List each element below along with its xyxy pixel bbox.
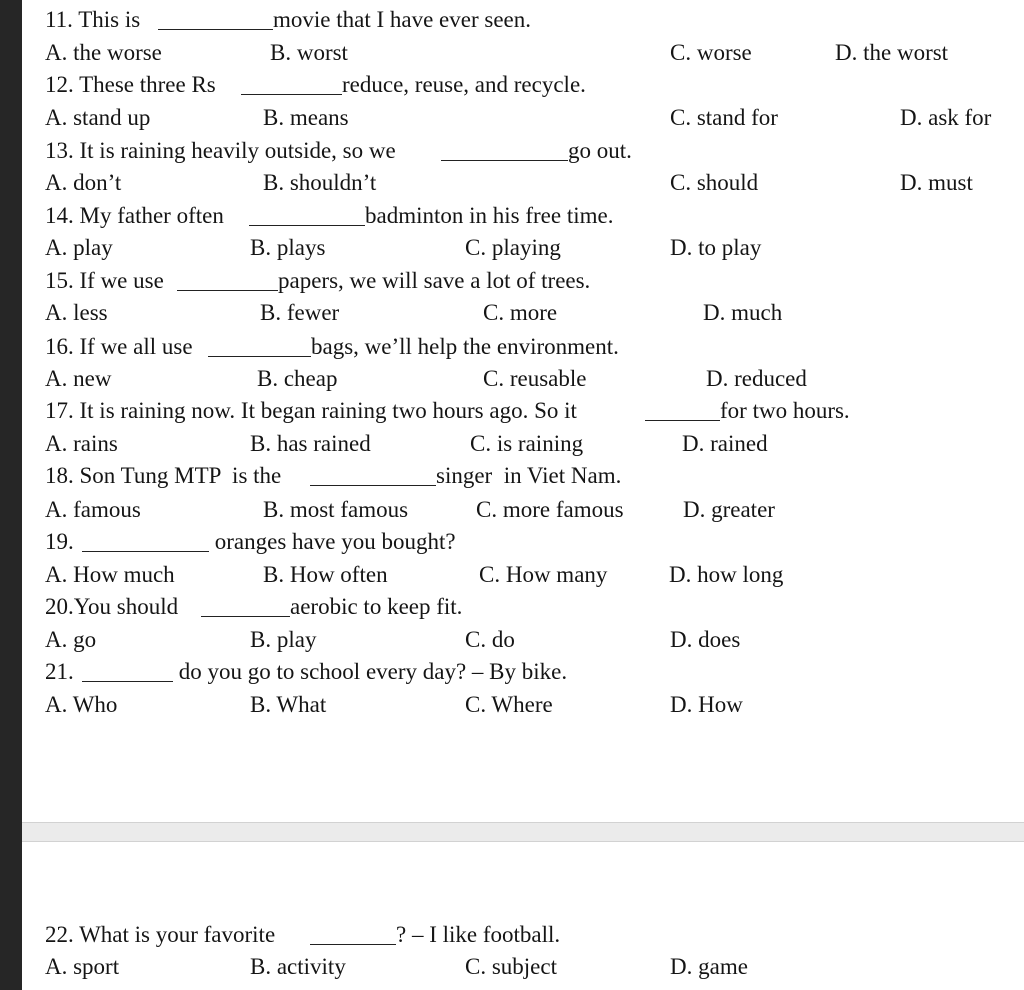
page-break-divider bbox=[22, 822, 1024, 842]
question-continuation: for two hours. bbox=[720, 398, 850, 423]
option-20-a[interactable]: A. go bbox=[45, 627, 97, 652]
option-18-c[interactable]: C. more famous bbox=[476, 497, 624, 522]
option-15-c[interactable]: C. more bbox=[483, 300, 558, 325]
option-18-b[interactable]: B. most famous bbox=[263, 497, 409, 522]
question-continuation: go out. bbox=[568, 138, 632, 163]
question-continuation: movie that I have ever seen. bbox=[273, 7, 531, 32]
option-22-b[interactable]: B. activity bbox=[250, 954, 346, 979]
answer-blank[interactable] bbox=[241, 74, 342, 95]
answer-blank[interactable] bbox=[310, 465, 436, 486]
question-continuation: badminton in his free time. bbox=[365, 203, 614, 228]
question-13 bbox=[45, 137, 632, 165]
option-19-b[interactable]: B. How often bbox=[263, 562, 388, 587]
option-14-b[interactable]: B. plays bbox=[250, 235, 326, 260]
option-20-c[interactable]: C. do bbox=[465, 627, 515, 652]
option-11-a[interactable]: A. the worse bbox=[45, 40, 162, 65]
option-17-d[interactable]: D. rained bbox=[682, 431, 768, 456]
question-continuation: oranges have you bought? bbox=[209, 529, 456, 554]
question-16 bbox=[45, 333, 619, 361]
question-17 bbox=[45, 397, 850, 425]
answer-blank[interactable] bbox=[645, 400, 720, 421]
answer-blank[interactable] bbox=[249, 205, 365, 226]
option-16-c[interactable]: C. reusable bbox=[483, 366, 587, 391]
option-15-d[interactable]: D. much bbox=[703, 300, 783, 325]
question-22 bbox=[45, 921, 561, 949]
option-14-a[interactable]: A. play bbox=[45, 235, 113, 260]
question-stem: 17. It is raining now. It began raining two hours ago. So it bbox=[45, 398, 583, 423]
option-21-c[interactable]: C. Where bbox=[465, 692, 553, 717]
option-18-d[interactable]: D. greater bbox=[683, 497, 775, 522]
question-stem: 13. It is raining heavily outside, so we bbox=[45, 138, 402, 163]
question-stem: 16. If we all use bbox=[45, 334, 193, 359]
option-19-a[interactable]: A. How much bbox=[45, 562, 175, 587]
option-17-b[interactable]: B. has rained bbox=[250, 431, 371, 456]
question-20 bbox=[45, 593, 463, 621]
option-19-c[interactable]: C. How many bbox=[479, 562, 608, 587]
option-21-b[interactable]: B. What bbox=[250, 692, 327, 717]
question-continuation: reduce, reuse, and recycle. bbox=[342, 72, 586, 97]
answer-blank[interactable] bbox=[82, 661, 173, 682]
option-18-a[interactable]: A. famous bbox=[45, 497, 141, 522]
option-22-c[interactable]: C. subject bbox=[465, 954, 557, 979]
option-16-a[interactable]: A. new bbox=[45, 366, 112, 391]
option-13-d[interactable]: D. must bbox=[900, 170, 973, 195]
option-15-a[interactable]: A. less bbox=[45, 300, 108, 325]
option-12-c[interactable]: C. stand for bbox=[670, 105, 778, 130]
question-continuation: papers, we will save a lot of trees. bbox=[278, 268, 591, 293]
option-17-c[interactable]: C. is raining bbox=[470, 431, 584, 456]
option-11-d[interactable]: D. the worst bbox=[835, 40, 949, 65]
option-11-b[interactable]: B. worst bbox=[270, 40, 348, 65]
option-13-c[interactable]: C. should bbox=[670, 170, 759, 195]
answer-blank[interactable] bbox=[82, 531, 209, 552]
question-18 bbox=[45, 462, 622, 490]
option-16-d[interactable]: D. reduced bbox=[706, 366, 807, 391]
question-stem: 19. bbox=[45, 529, 80, 554]
option-14-d[interactable]: D. to play bbox=[670, 235, 762, 260]
question-stem: 14. My father often bbox=[45, 203, 230, 228]
question-stem: 15. If we use bbox=[45, 268, 164, 293]
option-17-a[interactable]: A. rains bbox=[45, 431, 118, 456]
question-continuation: bags, we’ll help the environment. bbox=[311, 334, 619, 359]
question-stem: 18. Son Tung MTP is the bbox=[45, 463, 282, 488]
option-16-b[interactable]: B. cheap bbox=[257, 366, 338, 391]
answer-blank[interactable] bbox=[208, 336, 311, 357]
answer-blank[interactable] bbox=[201, 596, 290, 617]
option-19-d[interactable]: D. how long bbox=[669, 562, 784, 587]
question-21 bbox=[45, 658, 568, 686]
question-stem: 21. bbox=[45, 659, 80, 684]
question-continuation: ? – I like football. bbox=[396, 922, 561, 947]
option-11-c[interactable]: C. worse bbox=[670, 40, 752, 65]
option-21-d[interactable]: D. How bbox=[670, 692, 743, 717]
option-21-a[interactable]: A. Who bbox=[45, 692, 118, 717]
option-15-b[interactable]: B. fewer bbox=[260, 300, 340, 325]
question-continuation: do you go to school every day? – By bike. bbox=[173, 659, 568, 684]
question-14 bbox=[45, 202, 614, 230]
answer-blank[interactable] bbox=[177, 270, 278, 291]
option-22-d[interactable]: D. game bbox=[670, 954, 748, 979]
option-12-d[interactable]: D. ask for bbox=[900, 105, 992, 130]
answer-blank[interactable] bbox=[158, 9, 273, 30]
question-stem: 20.You should bbox=[45, 594, 184, 619]
question-continuation: singer in Viet Nam. bbox=[436, 463, 622, 488]
question-12 bbox=[45, 71, 586, 99]
answer-blank[interactable] bbox=[441, 140, 568, 161]
option-20-d[interactable]: D. does bbox=[670, 627, 741, 652]
option-14-c[interactable]: C. playing bbox=[465, 235, 561, 260]
option-20-b[interactable]: B. play bbox=[250, 627, 317, 652]
question-stem: 12. These three Rs bbox=[45, 72, 222, 97]
option-13-a[interactable]: A. don’t bbox=[45, 170, 122, 195]
question-19 bbox=[45, 528, 456, 556]
question-stem: 22. What is your favorite bbox=[45, 922, 281, 947]
question-15 bbox=[45, 267, 591, 295]
option-13-b[interactable]: B. shouldn’t bbox=[263, 170, 377, 195]
answer-blank[interactable] bbox=[310, 924, 396, 945]
option-12-a[interactable]: A. stand up bbox=[45, 105, 151, 130]
question-stem: 11. This is bbox=[45, 7, 146, 32]
option-12-b[interactable]: B. means bbox=[263, 105, 349, 130]
question-continuation: aerobic to keep fit. bbox=[290, 594, 463, 619]
question-11 bbox=[45, 6, 531, 34]
option-22-a[interactable]: A. sport bbox=[45, 954, 120, 979]
